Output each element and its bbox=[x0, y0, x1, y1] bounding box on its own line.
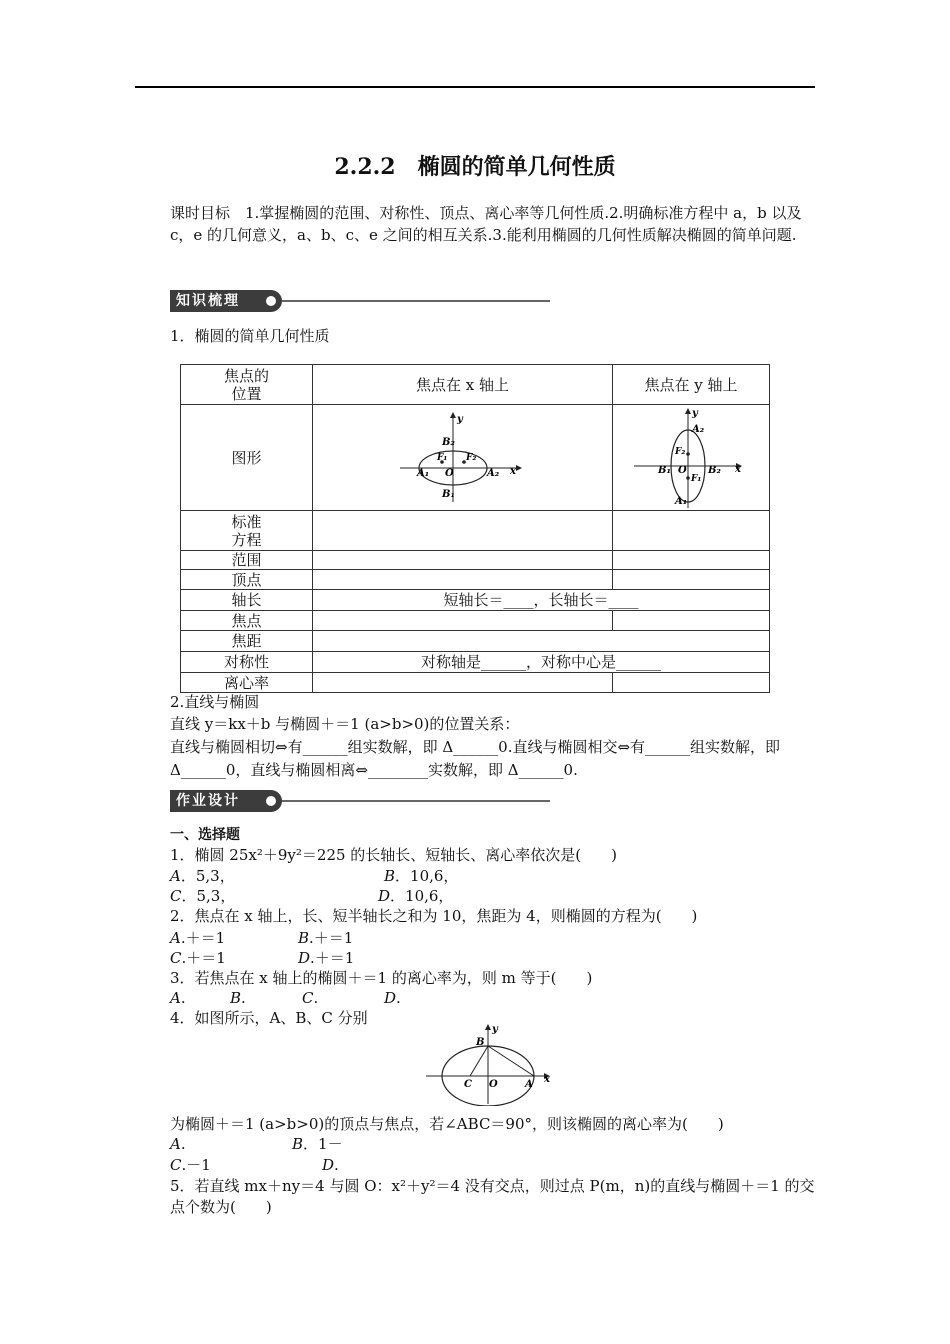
table-cell: 焦点 bbox=[181, 611, 313, 631]
option-text: . bbox=[313, 989, 319, 1007]
fig-label: F₂ bbox=[675, 446, 686, 457]
option-text: . bbox=[334, 1156, 339, 1174]
table-row bbox=[181, 405, 770, 511]
top-rule bbox=[135, 86, 815, 88]
option-text: ．1－ bbox=[303, 1135, 343, 1153]
question-5: 5．若直线 mx＋ny＝4 与圆 O：x²＋y²＝4 没有交点，则过点 P(m，n)的直线与椭圆＋＝1 的交点个数为( ) bbox=[170, 1177, 815, 1216]
table-cell bbox=[313, 405, 613, 511]
table-cell: 离心率 bbox=[181, 673, 313, 693]
fig-label: A bbox=[525, 1079, 533, 1090]
table-row bbox=[181, 551, 770, 570]
ellipse-x-figure bbox=[398, 410, 528, 506]
question-3: 3．若焦点在 x 轴上的椭圆＋＝1 的离心率为，则 m 等于( ) bbox=[170, 969, 593, 987]
s2-heading: 2.直线与椭圆 bbox=[170, 693, 260, 711]
option-letter: B bbox=[292, 1135, 304, 1153]
table-row bbox=[181, 570, 770, 590]
table-row bbox=[181, 365, 770, 405]
option-text: . bbox=[180, 1135, 186, 1153]
option-letter: A bbox=[170, 1135, 181, 1153]
option-letter: B bbox=[298, 929, 310, 947]
option-text: .＋＝1 bbox=[310, 949, 355, 967]
fig-label: B₁ bbox=[658, 464, 671, 476]
option-letter: C bbox=[170, 887, 182, 905]
q4-ellipse-figure bbox=[424, 1020, 556, 1106]
option-letter: B bbox=[230, 989, 242, 1007]
fig-label: x bbox=[509, 465, 516, 477]
question-1: 1．椭圆 25x²＋9y²＝225 的长轴长、短轴长、离心率依次是( ) bbox=[170, 846, 618, 864]
s1-heading: 1．椭圆的简单几何性质 bbox=[170, 327, 330, 345]
fig-label: x bbox=[544, 1074, 550, 1085]
fig-label: A₁ bbox=[675, 495, 688, 507]
fig-label: B bbox=[476, 1037, 485, 1048]
fig-label: y bbox=[492, 1024, 498, 1035]
table-row bbox=[181, 511, 770, 551]
option-text: .＋＝1 bbox=[180, 929, 226, 947]
option-letter: D bbox=[298, 949, 311, 967]
option-text: ．10,6， bbox=[395, 867, 459, 885]
part-heading: 一、选择题 bbox=[170, 827, 240, 843]
option-letter: A bbox=[170, 989, 181, 1007]
section-header-knowledge bbox=[170, 288, 570, 314]
s2-line2: 直线与椭圆相切⇔有______组实数解，即 Δ______0.直线与椭圆相交⇔有______组实数解，即 Δ______0，直线与椭圆相离⇔________实数解，即 Δ______0. bbox=[170, 738, 781, 779]
fig-label: F₁ bbox=[436, 452, 447, 463]
option-text: . bbox=[180, 989, 186, 1007]
page-title: 2.2.2 椭圆的简单几何性质 bbox=[334, 154, 616, 180]
fig-label: x bbox=[735, 463, 741, 475]
table-cell: 图形 bbox=[181, 405, 313, 511]
option-letter: B bbox=[384, 867, 396, 885]
option-letter: D bbox=[378, 887, 391, 905]
fig-label: A₂ bbox=[486, 467, 499, 479]
option-text: . bbox=[396, 989, 401, 1007]
table-cell: 对称轴是______，对称中心是______ bbox=[313, 652, 770, 673]
option-letter: D bbox=[322, 1156, 335, 1174]
option-letter: C bbox=[302, 989, 314, 1007]
table-cell: 范围 bbox=[181, 551, 313, 570]
table-cell: 轴长 bbox=[181, 590, 313, 611]
header-line bbox=[282, 300, 550, 302]
question-4-continued: 为椭圆＋＝1 (a>b>0)的顶点与焦点，若∠ABC＝90°，则该椭圆的离心率为( ) bbox=[170, 1115, 724, 1133]
option-letter: A bbox=[170, 867, 181, 885]
option-text: ．10,6， bbox=[390, 887, 454, 905]
table-row bbox=[181, 652, 770, 673]
fig-label: F₁ bbox=[691, 473, 702, 484]
section-header-homework bbox=[170, 788, 570, 814]
option-letter: C bbox=[170, 949, 182, 967]
table-row bbox=[181, 590, 770, 611]
table-cell: 焦距 bbox=[181, 631, 313, 652]
table-cell: 焦点在 x 轴上 bbox=[313, 365, 613, 405]
question-2: 2．焦点在 x 轴上，长、短半轴长之和为 10，焦距为 4，则椭圆的方程为( ) bbox=[170, 907, 698, 925]
s2-line1: 直线 y＝kx＋b 与椭圆＋＝1 (a>b>0)的位置关系： bbox=[170, 715, 520, 733]
table-cell: 顶点 bbox=[181, 570, 313, 590]
fig-label: O bbox=[678, 464, 687, 476]
option-text: ．5,3， bbox=[181, 887, 236, 905]
header-dot-icon bbox=[266, 296, 276, 306]
option-letter: A bbox=[170, 929, 181, 947]
fig-label: O bbox=[444, 467, 454, 479]
option-letter: C bbox=[170, 1156, 182, 1174]
table-cell: 短轴长＝____，长轴长＝____ bbox=[313, 590, 770, 611]
header-line bbox=[282, 800, 550, 802]
section-label: 知识梳理 bbox=[170, 290, 282, 312]
fig-label: y bbox=[692, 407, 698, 419]
ellipse-y-figure bbox=[632, 406, 750, 510]
table-cell: 焦点在 y 轴上 bbox=[613, 365, 770, 405]
table-cell: 对称性 bbox=[181, 652, 313, 673]
table-cell: 焦点的 位置 bbox=[181, 365, 313, 405]
fig-label: A₂ bbox=[692, 423, 705, 435]
objectives: 课时目标 1.掌握椭圆的范围、对称性、顶点、离心率等几何性质.2.明确标准方程中 a，b 以及 c，e 的几何意义，a、b、c、e 之间的相互关系.3.能利用椭圆的几何性质解决椭圆的简单问题. bbox=[170, 204, 802, 244]
fig-label: B₂ bbox=[708, 464, 721, 476]
table-row bbox=[181, 611, 770, 631]
fig-label: C bbox=[464, 1079, 472, 1090]
table-cell bbox=[613, 405, 770, 511]
fig-label: A₁ bbox=[416, 467, 429, 479]
table-row bbox=[181, 673, 770, 693]
option-text: . bbox=[241, 989, 246, 1007]
fig-label: O bbox=[489, 1079, 498, 1090]
properties-table bbox=[180, 364, 770, 693]
fig-label: y bbox=[456, 413, 463, 425]
header-dot-icon bbox=[266, 796, 276, 806]
question-4: 4．如图所示，A、B、C 分别 bbox=[170, 1009, 368, 1027]
fig-label: B₁ bbox=[441, 488, 455, 500]
fig-label: B₂ bbox=[441, 436, 455, 448]
option-text: .－1 bbox=[181, 1156, 211, 1174]
table-row bbox=[181, 631, 770, 652]
option-text: .＋＝1 bbox=[181, 949, 226, 967]
option-letter: D bbox=[384, 989, 397, 1007]
section-label: 作业设计 bbox=[170, 790, 282, 812]
fig-label: F₂ bbox=[465, 452, 476, 463]
option-text: .＋＝1 bbox=[309, 929, 354, 947]
option-text: ．5,3， bbox=[180, 867, 235, 885]
table-cell: 标准 方程 bbox=[181, 511, 313, 551]
